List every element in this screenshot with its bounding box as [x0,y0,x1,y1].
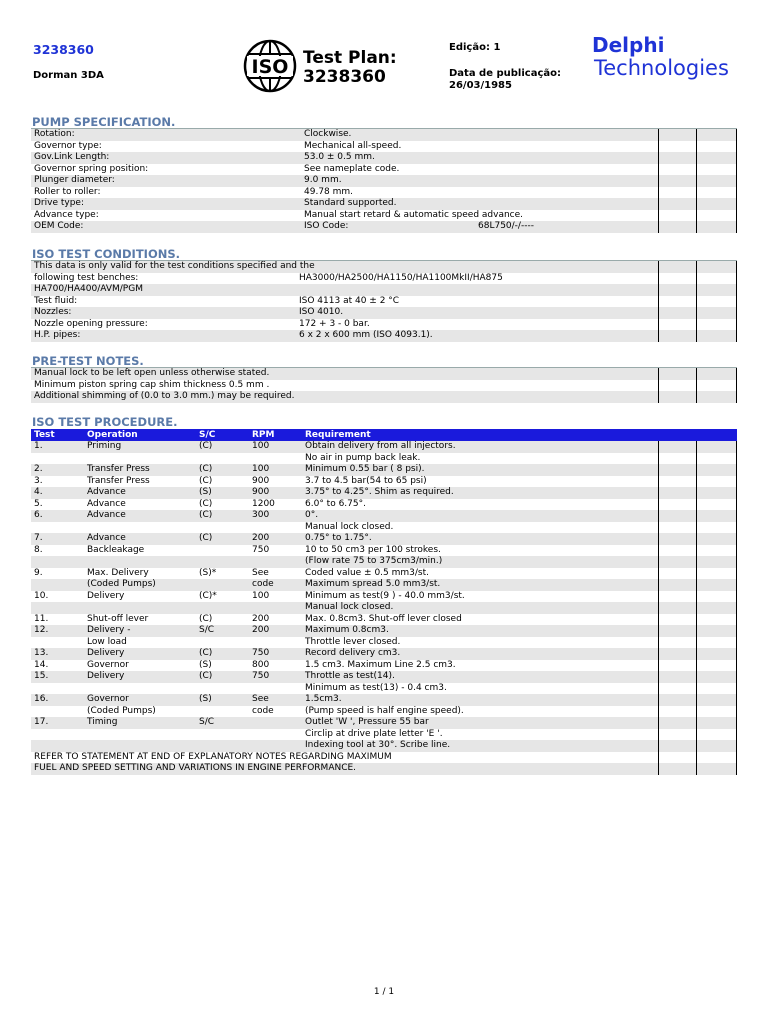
requirement: 1.5cm3. [305,694,342,704]
pre-test-table [31,368,737,403]
table-row [31,261,737,273]
table-row [31,273,737,285]
condition-label: Nozzle opening pressure: [34,318,148,329]
column-divider [658,441,659,775]
column-divider [658,129,659,233]
condition-value: HA3000/HA2500/HA1150/HA1100MkII/HA875 [299,272,503,283]
rpm: 200 [252,613,270,624]
rpm: 900 [252,475,270,486]
operation: Advance [87,498,126,509]
operation: Advance [87,533,126,543]
operation: Backleakage [87,544,145,555]
test-number: 9. [34,567,43,578]
table-row [31,533,737,545]
test-number: 7. [34,533,43,543]
iso-conditions-section [31,247,737,342]
requirement: Manual lock closed. [305,521,394,532]
table-row [31,152,737,164]
column-divider [696,368,697,403]
rpm: 750 [252,671,270,681]
rpm: code [252,705,274,716]
requirement: 3.7 to 4.5 bar(54 to 65 psi) [305,475,427,486]
sc-code: S/C [199,625,215,635]
requirement: Throttle lever closed. [305,636,401,647]
rpm: 300 [252,510,270,520]
spec-value: 53.0 ± 0.5 mm. [304,152,375,162]
sc-code: (S) [199,487,212,497]
rpm: See [252,567,269,578]
spec-label: Governor spring position: [34,163,149,174]
sc-code: (C) [199,671,213,681]
rpm: 100 [252,590,270,601]
operation: Low load [87,636,127,647]
table-row [31,510,737,522]
table-row [31,380,737,392]
table-row [31,198,737,210]
spec-value: See nameplate code. [304,163,400,174]
condition-value: 172 + 3 - 0 bar. [299,318,370,329]
brand-technologies: Technologies [594,56,729,80]
operation: Shut-off lever [87,613,149,624]
spec-label: Plunger diameter: [34,175,115,185]
column-divider [658,368,659,403]
table-row [31,221,737,233]
test-number: 17. [34,717,49,727]
table-row [31,591,737,603]
col-sc: S/C [199,430,216,440]
sc-code: S/C [199,717,215,727]
requirement: Maximum 0.8cm3. [305,625,389,635]
test-plan-label: Test Plan: [303,48,397,68]
iso-logo-text: ISO [251,56,289,78]
table-row [31,129,737,141]
spec-value: Clockwise. [304,129,352,139]
rpm: 900 [252,487,270,497]
rpm: 800 [252,659,270,670]
publication-label: Data de publicação: [449,68,561,79]
requirement: Minimum as test(9 ) - 40.0 mm3/st. [305,590,465,601]
table-row [31,660,737,672]
table-row [31,307,737,319]
sc-code: (S) [199,659,212,670]
sc-code: (C) [199,441,213,451]
spec-label: Advance type: [34,209,99,220]
column-divider [736,368,737,403]
spec-label: Gov.Link Length: [34,152,110,162]
table-row [31,683,737,695]
test-number: 3. [34,475,43,486]
operation: Advance [87,487,126,497]
requirement: Outlet 'W ', Pressure 55 bar [305,717,429,727]
requirement: (Flow rate 75 to 375cm3/min.) [305,556,443,566]
section-title: PRE-TEST NOTES. [31,354,737,368]
procedure-note: REFER TO STATEMENT AT END OF EXPLANATORY NOTES REGARDING MAXIMUM [34,751,392,762]
section-title: ISO TEST CONDITIONS. [31,247,737,261]
rpm: 100 [252,441,270,451]
operation: Max. Delivery [87,567,149,578]
condition-label: This data is only valid for the test conditions specified and the [34,261,315,271]
operation: Advance [87,510,126,520]
procedure-note: FUEL AND SPEED SETTING AND VARIATIONS IN ENGINE PERFORMANCE. [34,763,357,773]
operation: Delivery [87,671,125,681]
rpm: 200 [252,625,270,635]
spec-label: Drive type: [34,198,84,208]
condition-value: ISO 4010. [299,307,344,317]
condition-value: 6 x 2 x 600 mm (ISO 4093.1). [299,330,433,340]
condition-label: following test benches: [34,272,139,283]
column-divider [658,261,659,342]
iso-globe-logo [242,38,298,94]
table-row [31,391,737,403]
pre-test-note: Manual lock to be left open unless otherwise stated. [34,368,270,378]
operation: (Coded Pumps) [87,705,156,716]
column-divider [736,261,737,342]
test-number: 2. [34,464,43,474]
requirement: Record delivery cm3. [305,648,401,658]
test-number: 1. [34,441,43,451]
table-row [31,141,737,153]
test-plan-title [303,49,397,87]
requirement: 10 to 50 cm3 per 100 strokes. [305,544,441,555]
requirement: Circlip at drive plate letter 'E '. [305,728,443,739]
table-row [31,706,737,718]
sc-code: (C) [199,475,213,486]
rpm: 1200 [252,498,275,509]
col-operation: Operation [87,430,138,440]
table-row [31,476,737,488]
requirement: No air in pump back leak. [305,452,421,463]
column-divider [736,129,737,233]
table-row [31,614,737,626]
col-test: Test [34,430,55,440]
table-row [31,556,737,568]
table-row [31,602,737,614]
test-plan-number: 3238360 [303,67,386,87]
requirement: (Pump speed is half engine speed). [305,705,464,716]
operation: Delivery [87,648,125,658]
spec-label: Governor type: [34,140,102,151]
test-number: 12. [34,625,49,635]
operation: Transfer Press [87,464,150,474]
test-number: 16. [34,694,49,704]
column-divider [696,441,697,775]
sc-code: (C) [199,613,213,624]
table-row [31,568,737,580]
requirement: Maximum spread 5.0 mm3/st. [305,579,441,589]
procedure-section [31,415,737,775]
table-row [31,545,737,557]
table-row [31,441,737,453]
table-row [31,210,737,222]
table-row [31,296,737,308]
table-row [31,187,737,199]
requirement: 3.75° to 4.25°. Shim as required. [305,487,454,497]
condition-label: Nozzles: [34,307,72,317]
requirement: Minimum as test(13) - 0.4 cm3. [305,682,447,693]
table-row [31,625,737,637]
table-row [31,453,737,465]
operation: Delivery - [87,625,131,635]
table-row [31,319,737,331]
brand-delphi: Delphi [592,33,665,57]
spec-value: Manual start retard & automatic speed advance. [304,209,524,220]
test-number: 4. [34,487,43,497]
sc-code: (C)* [199,590,217,601]
test-number: 15. [34,671,49,681]
pre-test-note: Minimum piston spring cap shim thickness 0.5 mm . [34,379,270,390]
condition-label: HA700/HA400/AVM/PGM [34,284,143,294]
requirement: Coded value ± 0.5 mm3/st. [305,567,430,578]
rpm: See [252,694,269,704]
rpm: 200 [252,533,270,543]
sc-code: (S) [199,694,212,704]
part-number: 3238360 [33,42,94,57]
sc-code: (C) [199,464,213,474]
pre-test-section [31,354,737,403]
operation: Governor [87,659,129,670]
requirement: 0°. [305,510,319,520]
requirement: 0.75° to 1.75°. [305,533,372,543]
test-number: 14. [34,659,49,670]
table-row [31,284,737,296]
table-row [31,579,737,591]
table-row [31,164,737,176]
column-divider [696,261,697,342]
rpm: 750 [252,544,270,555]
procedure-header-row [31,429,737,441]
sc-code: (C) [199,498,213,509]
col-requirement: Requirement [305,430,371,440]
rpm: 750 [252,648,270,658]
test-number: 6. [34,510,43,520]
rpm: code [252,579,274,589]
table-row [31,717,737,729]
table-row [31,330,737,342]
pump-spec-section [31,115,737,233]
operation: Transfer Press [87,475,150,486]
table-row [31,694,737,706]
sc-code: (S)* [199,567,217,578]
requirement: Throttle as test(14). [305,671,395,681]
table-row [31,671,737,683]
table-row [31,729,737,741]
iso-conditions-table [31,261,737,342]
table-row [31,752,737,764]
section-title: ISO TEST PROCEDURE. [32,415,178,429]
condition-label: H.P. pipes: [34,330,81,340]
procedure-table [31,441,737,775]
test-number: 8. [34,544,43,555]
operation: Governor [87,694,129,704]
pump-model: Dorman 3DA [33,70,104,81]
table-row [31,499,737,511]
edition: Edição: 1 [449,42,501,53]
table-row [31,763,737,775]
page-number: 1 / 1 [373,987,395,997]
table-row [31,368,737,380]
column-divider [696,129,697,233]
spec-value: 9.0 mm. [304,175,342,185]
table-row [31,740,737,752]
spec-extra: 68L750/-/---- [478,221,534,231]
spec-label: OEM Code: [34,221,84,231]
spec-value: ISO Code: [304,221,349,231]
section-title: PUMP SPECIFICATION. [31,115,737,129]
rpm: 100 [252,464,270,474]
test-number: 13. [34,648,49,658]
requirement: 6.0° to 6.75°. [305,498,366,509]
publication-date: 26/03/1985 [449,80,512,91]
operation: Timing [87,717,118,727]
requirement: Minimum 0.55 bar ( 8 psi). [305,464,425,474]
column-divider [736,441,737,775]
requirement: 1.5 cm3. Maximum Line 2.5 cm3. [305,659,456,670]
spec-label: Roller to roller: [34,186,101,197]
table-row [31,487,737,499]
sc-code: (C) [199,533,213,543]
operation: (Coded Pumps) [87,579,156,589]
table-row [31,522,737,534]
table-row [31,637,737,649]
spec-label: Rotation: [34,129,75,139]
requirement: Manual lock closed. [305,602,394,612]
requirement: Indexing tool at 30°. Scribe line. [305,740,451,750]
test-number: 5. [34,498,43,509]
col-rpm: RPM [252,430,275,440]
pre-test-note: Additional shimming of (0.0 to 3.0 mm.) may be required. [34,391,295,401]
requirement: Obtain delivery from all injectors. [305,441,456,451]
spec-value: 49.78 mm. [304,186,354,197]
operation: Delivery [87,590,125,601]
publication-info [449,68,561,92]
condition-label: Test fluid: [34,295,78,306]
operation: Priming [87,441,122,451]
test-number: 11. [34,613,49,624]
sc-code: (C) [199,510,213,520]
sc-code: (C) [199,648,213,658]
requirement: Max. 0.8cm3. Shut-off lever closed [305,613,462,624]
table-row [31,464,737,476]
table-row [31,648,737,660]
pump-spec-table [31,129,737,233]
condition-value: ISO 4113 at 40 ± 2 °C [299,295,400,306]
spec-value: Standard supported. [304,198,397,208]
spec-value: Mechanical all-speed. [304,140,402,151]
test-number: 10. [34,590,49,601]
table-row [31,175,737,187]
